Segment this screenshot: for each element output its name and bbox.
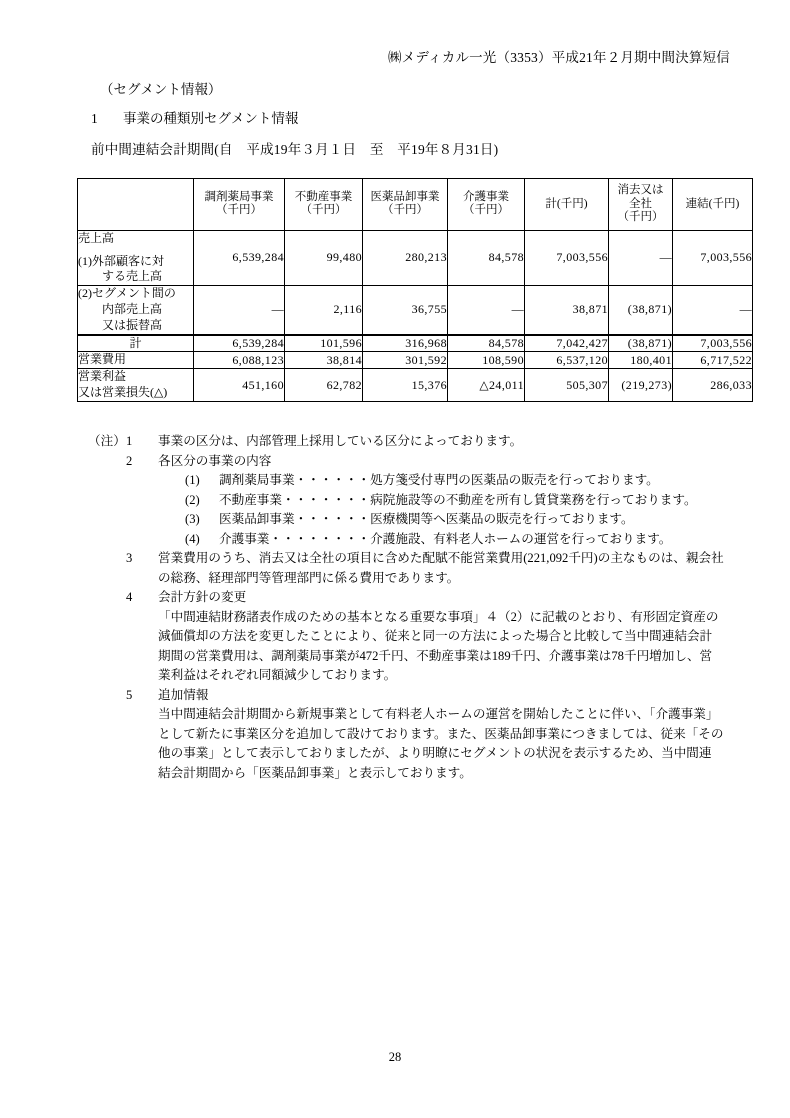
cell-value: 180,401 xyxy=(609,352,673,369)
note-text: 会計方針の変更 xyxy=(158,590,247,605)
table-row xyxy=(78,230,753,285)
row-label-line1: 売上高 xyxy=(78,230,115,245)
notes-prefix: （注） xyxy=(88,434,126,448)
note-text: 営業費用のうち、消去又は全社の項目に含めた配賦不能営業費用(221,092千円)の主なものは、親会社の総務、経理部門等管理部門に係る費用であります。 xyxy=(158,551,724,585)
cell-value: — xyxy=(609,230,673,285)
note-subitem xyxy=(185,510,724,530)
table-row-total xyxy=(78,335,753,352)
note-subitem-text: 医薬品卸事業・・・・・・医療機関等へ医薬品の販売を行っております。 xyxy=(219,512,634,527)
table-header-cell-iyakuhin xyxy=(363,179,448,231)
section-label: （セグメント情報） xyxy=(100,82,222,97)
row-label-line2: 内部売上高 xyxy=(78,302,163,316)
cell-value: 301,592 xyxy=(363,352,448,369)
cell-value: 6,537,120 xyxy=(525,352,609,369)
cell-value: 62,782 xyxy=(285,369,363,402)
column-label-line1: 調剤薬局事業 xyxy=(204,190,274,203)
cell-value: 7,042,427 xyxy=(525,335,609,352)
note-number: 3 xyxy=(126,551,133,566)
cell-value: 2,116 xyxy=(285,286,363,335)
note-subitem xyxy=(185,471,724,491)
cell-value: 316,968 xyxy=(363,335,448,352)
cell-value: 108,590 xyxy=(448,352,525,369)
cell-value: 286,033 xyxy=(673,369,753,402)
table-header-cell-fudosan xyxy=(285,179,363,231)
cell-value: (219,273) xyxy=(609,369,673,402)
cell-value: — xyxy=(448,286,525,335)
note-item-1 xyxy=(88,432,724,452)
cell-value: — xyxy=(194,286,285,335)
note-item-5 xyxy=(88,686,724,706)
segment-table-container xyxy=(77,178,752,402)
note-number: 4 xyxy=(126,590,133,605)
note-number: 1 xyxy=(126,434,133,448)
cell-value: 7,003,556 xyxy=(673,230,753,285)
column-label-line1: 不動産事業 xyxy=(294,190,353,203)
table-row xyxy=(78,286,753,335)
table-header-row-group xyxy=(78,179,753,231)
row-label-sales-intersegment xyxy=(78,286,194,335)
cell-value: 280,213 xyxy=(363,230,448,285)
note-item-5-body: 当中間連結会計期間から新規事業として有料老人ホームの運営を開始したことに伴い、「介護事業」として新たに事業区分を追加して設けております。また、医薬品卸事業につきましては、従来「その他の事業」として表示しておりましたが、より明瞭にセグメントの状況を表示するため、当中間連結会計期間から「医薬品卸事業」と表示しております。 xyxy=(158,707,724,780)
cell-value: 101,596 xyxy=(285,335,363,352)
cell-value: △24,011 xyxy=(448,369,525,402)
note-item-4 xyxy=(88,588,724,608)
row-label-line3: 又は振替高 xyxy=(78,317,163,332)
cell-value: 6,717,522 xyxy=(673,352,753,369)
page-number: 28 xyxy=(388,1050,402,1064)
note-subitem-text: 調剤薬局事業・・・・・・処方箋受付専門の医薬品の販売を行っております。 xyxy=(219,473,659,488)
notes-section xyxy=(88,432,724,783)
accounting-period-line: 前中間連結会計期間(自 平成19年３月１日 至 平19年８月31日) xyxy=(91,142,499,157)
note-subitem-text: 不動産事業・・・・・・・病院施設等の不動産を所有し賃貸業務を行っております。 xyxy=(219,492,697,507)
cell-value: 84,578 xyxy=(448,335,525,352)
table-body xyxy=(78,230,753,401)
cell-value: (38,871) xyxy=(609,335,673,352)
row-label-line1: (2)セグメント間の xyxy=(78,286,176,301)
row-label-line2: 又は営業損失(△) xyxy=(78,385,168,400)
document-header: ㈱メディカル一光（3353）平成21年２月期中間決算短信 xyxy=(387,50,730,65)
table-header-cell-corner xyxy=(78,179,194,231)
note-subitem xyxy=(185,491,724,511)
cell-value: 84,578 xyxy=(448,230,525,285)
cell-value: — xyxy=(673,286,753,335)
note-item-4-body: 「中間連結財務諸表作成のための基本となる重要な事項」４（2）に記載のとおり、有形固定資産の減価償却の方法を変更したことにより、従来と同一の方法によった場合と比較して当中間連結会計期間の営業費用は、調剤薬局事業が472千円、不動産事業は189千円、介護事業は78千円増加し、営業利益はそれぞれ同額減少しております。 xyxy=(158,609,719,683)
column-label-line2: （千円） xyxy=(463,204,509,217)
table-header-cell-consolidated xyxy=(673,179,753,231)
note-subitem-marker: (2) xyxy=(185,492,200,507)
table-header-cell-chozai xyxy=(194,179,285,231)
row-label-line3: する売上高 xyxy=(78,269,163,284)
note-subitem-text: 介護事業・・・・・・・・介護施設、有料老人ホームの運営を行っております。 xyxy=(219,531,672,546)
column-label-line2: 全社 xyxy=(629,197,652,210)
note-subitem-marker: (1) xyxy=(185,473,200,488)
column-label-line1: 消去又は xyxy=(617,184,664,196)
note-text: 各区分の事業の内容 xyxy=(158,453,272,468)
row-label-operating-expenses: 営業費用 xyxy=(78,352,194,369)
cell-value: 451,160 xyxy=(194,369,285,402)
column-label-line2: （千円） xyxy=(216,204,262,217)
column-label-line1: 計(千円) xyxy=(545,197,588,210)
cell-value: 6,539,284 xyxy=(194,335,285,352)
cell-value: 6,539,284 xyxy=(194,230,285,285)
column-label-line2: （千円） xyxy=(382,204,428,217)
cell-value: 38,814 xyxy=(285,352,363,369)
row-label-sales-external xyxy=(78,230,194,285)
column-label-line1: 医薬品卸事業 xyxy=(370,190,440,203)
cell-value: 36,755 xyxy=(363,286,448,335)
column-label-line3: （千円） xyxy=(617,211,664,224)
note-text: 事業の区分は、内部管理上採用している区分によっております。 xyxy=(158,434,523,448)
table-header-cell-kaigo xyxy=(448,179,525,231)
cell-value: (38,871) xyxy=(609,286,673,335)
note-text: 追加情報 xyxy=(158,687,209,702)
column-label-line2: （千円） xyxy=(300,204,347,217)
note-subitem-marker: (3) xyxy=(185,512,200,527)
segment-information-table xyxy=(77,178,753,402)
note-subitem xyxy=(185,530,724,550)
row-label-total: 計 xyxy=(78,335,194,352)
table-row-operating-income xyxy=(78,369,753,402)
page-title xyxy=(91,107,298,127)
section-title-text: 事業の種類別セグメント情報 xyxy=(123,111,299,126)
cell-value: 6,088,123 xyxy=(194,352,285,369)
cell-value: 7,003,556 xyxy=(525,230,609,285)
note-item-2 xyxy=(88,452,724,472)
row-label-line1: 営業利益 xyxy=(78,369,127,384)
note-subitem-marker: (4) xyxy=(185,531,200,546)
row-label-operating-income xyxy=(78,369,194,402)
cell-value: 505,307 xyxy=(525,369,609,402)
cell-value: 99,480 xyxy=(285,230,363,285)
note-item-3 xyxy=(88,549,724,588)
column-label-line1: 介護事業 xyxy=(463,190,509,203)
note-number: 2 xyxy=(126,453,133,468)
column-label-line1: 連結(千円) xyxy=(685,197,740,210)
cell-value: 38,871 xyxy=(525,286,609,335)
note-number: 5 xyxy=(126,687,133,702)
note-subitem-list xyxy=(88,471,724,549)
table-header-cell-total xyxy=(525,179,609,231)
table-header-row xyxy=(78,179,753,231)
cell-value: 15,376 xyxy=(363,369,448,402)
table-header-cell-elimination xyxy=(609,179,673,231)
row-label-line2: (1)外部顧客に対 xyxy=(78,253,164,268)
section-number: 1 xyxy=(91,111,98,126)
cell-value: 7,003,556 xyxy=(673,335,753,352)
table-row-operating-expenses xyxy=(78,352,753,369)
